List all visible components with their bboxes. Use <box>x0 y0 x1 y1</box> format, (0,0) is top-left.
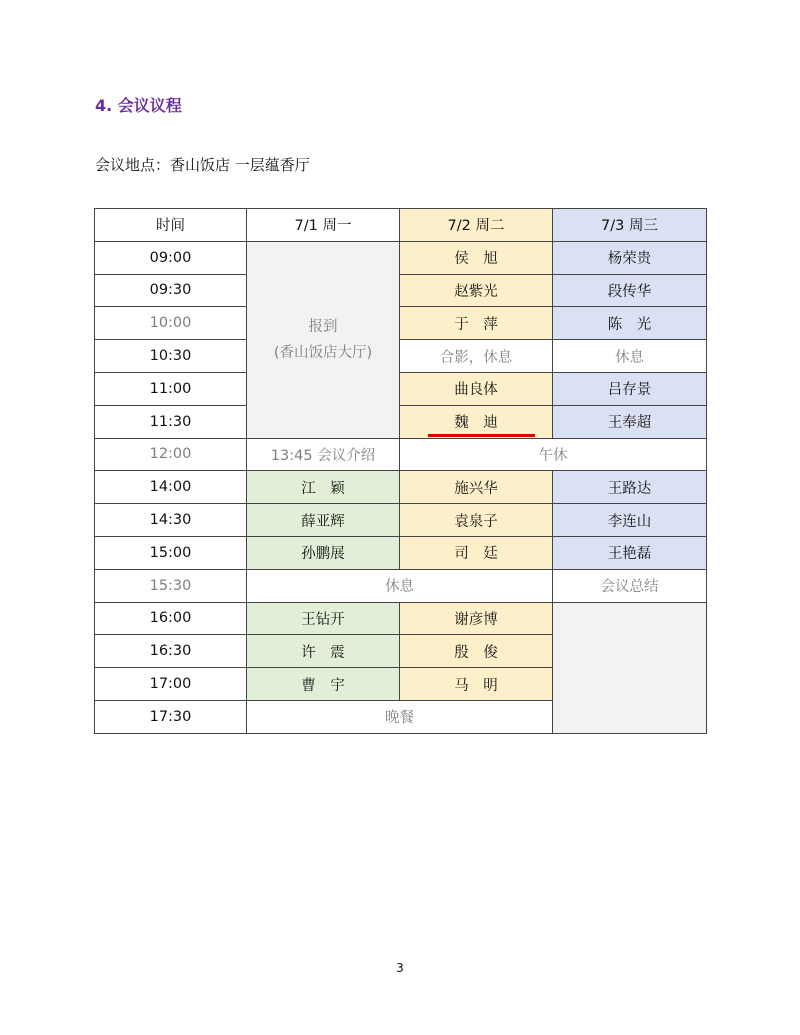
registration-location: (香山饭店大厅) <box>273 344 373 361</box>
speaker-cell: 施兴华 <box>400 471 553 504</box>
time-cell: 14:00 <box>95 471 247 504</box>
speaker-cell: 李连山 <box>553 504 707 537</box>
table-header-row <box>95 209 707 242</box>
agenda-table <box>94 208 707 734</box>
table-row <box>95 504 707 537</box>
speaker-cell: 杨荣贵 <box>553 241 707 274</box>
registration-label: 报到 <box>308 318 338 335</box>
highlight-underline <box>428 434 535 437</box>
time-cell: 11:00 <box>95 372 247 405</box>
table-row <box>95 536 707 569</box>
summary-cell: 会议总结 <box>553 569 707 602</box>
speaker-cell: 谢彦博 <box>400 602 553 635</box>
table-row <box>95 438 707 471</box>
time-cell: 15:00 <box>95 536 247 569</box>
registration-cell <box>247 241 400 438</box>
speaker-cell: 陈 光 <box>553 307 707 340</box>
speaker-cell: 薛亚辉 <box>247 504 400 537</box>
speaker-cell: 殷 俊 <box>400 635 553 668</box>
empty-cell <box>553 602 707 733</box>
table-row <box>95 241 707 274</box>
speaker-cell: 许 震 <box>247 635 400 668</box>
speaker-cell: 江 颖 <box>247 471 400 504</box>
time-cell: 17:30 <box>95 700 247 733</box>
speaker-cell: 袁泉子 <box>400 504 553 537</box>
time-cell: 11:30 <box>95 405 247 438</box>
table-row <box>95 471 707 504</box>
speaker-cell: 段传华 <box>553 274 707 307</box>
speaker-cell: 马 明 <box>400 668 553 701</box>
time-cell: 17:00 <box>95 668 247 701</box>
table-row <box>95 340 707 373</box>
time-cell: 16:00 <box>95 602 247 635</box>
time-cell: 14:30 <box>95 504 247 537</box>
speaker-cell: 司 廷 <box>400 536 553 569</box>
time-cell: 15:30 <box>95 569 247 602</box>
table-row <box>95 307 707 340</box>
table-row <box>95 569 707 602</box>
table-row <box>95 602 707 635</box>
speaker-cell: 孙鹏展 <box>247 536 400 569</box>
photo-break-cell: 合影，休息 <box>400 340 553 373</box>
time-cell: 12:00 <box>95 438 247 471</box>
break-cell: 休息 <box>247 569 553 602</box>
venue-text: 会议地点：香山饭店 一层蕴香厅 <box>95 156 310 174</box>
table-row <box>95 405 707 438</box>
speaker-cell: 曲良体 <box>400 372 553 405</box>
page-number: 3 <box>396 961 404 975</box>
header-day3: 7/3 周三 <box>553 209 707 242</box>
speaker-cell: 王艳磊 <box>553 536 707 569</box>
speaker-cell: 吕存景 <box>553 372 707 405</box>
dinner-cell: 晚餐 <box>247 700 553 733</box>
header-day1: 7/1 周一 <box>247 209 400 242</box>
speaker-cell: 王钻开 <box>247 602 400 635</box>
header-time: 时间 <box>95 209 247 242</box>
time-cell: 10:00 <box>95 307 247 340</box>
time-cell: 09:30 <box>95 274 247 307</box>
table-row <box>95 274 707 307</box>
speaker-cell: 曹 宇 <box>247 668 400 701</box>
speaker-cell: 魏 迪 <box>400 405 553 438</box>
speaker-cell: 于 萍 <box>400 307 553 340</box>
table-row <box>95 372 707 405</box>
speaker-cell: 王路达 <box>553 471 707 504</box>
intro-cell: 13:45 会议介绍 <box>247 438 400 471</box>
header-day2: 7/2 周二 <box>400 209 553 242</box>
speaker-cell: 侯 旭 <box>400 241 553 274</box>
section-heading: 4. 会议议程 <box>95 96 182 115</box>
time-cell: 09:00 <box>95 241 247 274</box>
lunch-cell: 午休 <box>400 438 707 471</box>
speaker-cell: 赵紫光 <box>400 274 553 307</box>
speaker-cell: 王奉超 <box>553 405 707 438</box>
break-cell: 休息 <box>553 340 707 373</box>
time-cell: 16:30 <box>95 635 247 668</box>
time-cell: 10:30 <box>95 340 247 373</box>
